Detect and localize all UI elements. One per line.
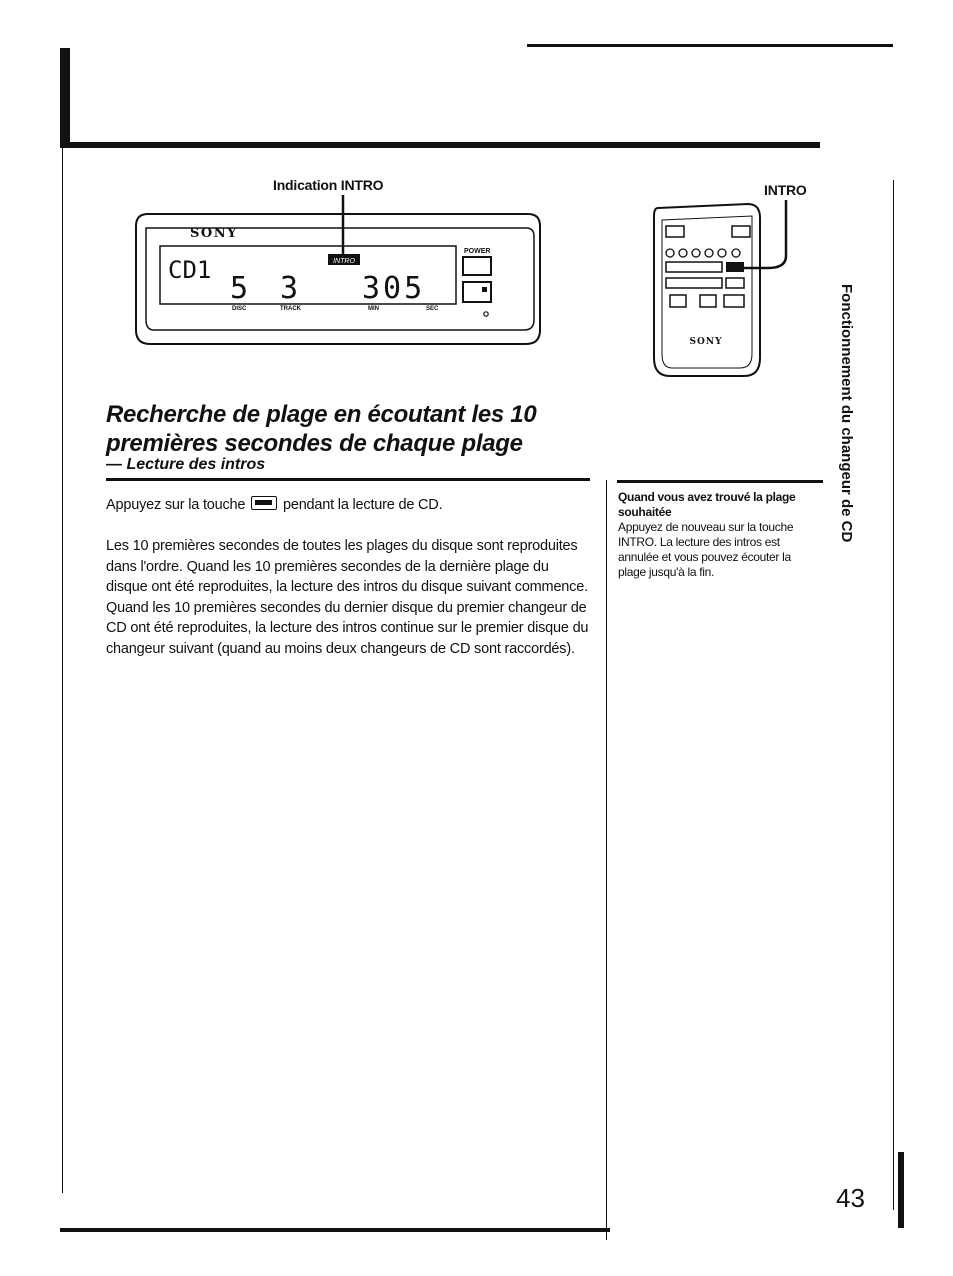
- right-thick-bar: [898, 1152, 904, 1228]
- section-subtitle: — Lecture des intros: [106, 456, 266, 473]
- side-note-heading: Quand vous avez trouvé la plage souhaitée: [618, 490, 796, 519]
- instruction-before: Appuyez sur la touche: [106, 497, 246, 513]
- intro-key-icon: [251, 496, 277, 510]
- power-label: POWER: [464, 248, 491, 255]
- explanation-paragraphs: [106, 536, 592, 659]
- display-disc-digit: 5: [230, 271, 249, 306]
- display-min-label: MIN: [368, 306, 379, 312]
- top-rule-right: [527, 44, 893, 47]
- display-disc-label: DISC: [232, 306, 247, 312]
- cd-unit-illustration: [130, 190, 550, 350]
- header-rule: [60, 142, 820, 148]
- explanation-paragraph-1: Les 10 premières secondes de toutes les plages du disque sont reproduites dans l'ordre. Quand les 10 premières secondes de la dernière plage du disque ont été reproduites, la lecture des intros du disque suivant commence.: [106, 538, 588, 595]
- display-intro-tag: INTRO: [333, 258, 355, 265]
- side-note: [618, 490, 818, 580]
- display-track-digit: 3: [280, 271, 299, 306]
- remote-illustration: [648, 198, 814, 384]
- section-title-line2: premières secondes de chaque plage: [106, 430, 523, 457]
- left-margin-line: [62, 148, 63, 1193]
- left-margin-bar: [60, 48, 70, 148]
- remote-brand: SONY: [689, 337, 723, 347]
- column-divider: [606, 480, 607, 1240]
- right-margin-line: [893, 180, 894, 1210]
- display-disc-segment: CD1: [168, 256, 212, 284]
- display-track-label: TRACK: [280, 306, 301, 312]
- bottom-rule: [60, 1228, 610, 1232]
- chapter-side-tab-label: Fonctionnement du changeur de CD: [838, 284, 855, 543]
- remote-intro-label: INTRO: [764, 182, 807, 198]
- section-title: [106, 400, 586, 458]
- explanation-paragraph-2: Quand les 10 premières secondes du dernier disque du premier changeur de CD ont été reproduites, la lecture des intros continue sur le premier disque du changeur suivant (quand au moins deux changeurs de CD sont raccordés).: [106, 599, 589, 657]
- instruction-paragraph: [106, 495, 592, 516]
- unit-brand: SONY: [190, 226, 238, 241]
- side-note-rule: [617, 480, 823, 483]
- page-number: 43: [836, 1183, 865, 1213]
- indication-intro-label: Indication INTRO: [273, 177, 384, 193]
- instruction-after: pendant la lecture de CD.: [282, 497, 443, 513]
- display-sec-label: SEC: [426, 306, 439, 312]
- chapter-side-tab: [838, 284, 864, 584]
- title-rule: [106, 478, 590, 481]
- section-title-line1: Recherche de plage en écoutant les 10: [106, 401, 537, 428]
- side-note-body: Appuyez de nouveau sur la touche INTRO. La lecture des intros est annulée et vous pouvez écouter la plage jusqu'à la fin.: [618, 520, 794, 579]
- display-time-digits: 305: [362, 271, 426, 306]
